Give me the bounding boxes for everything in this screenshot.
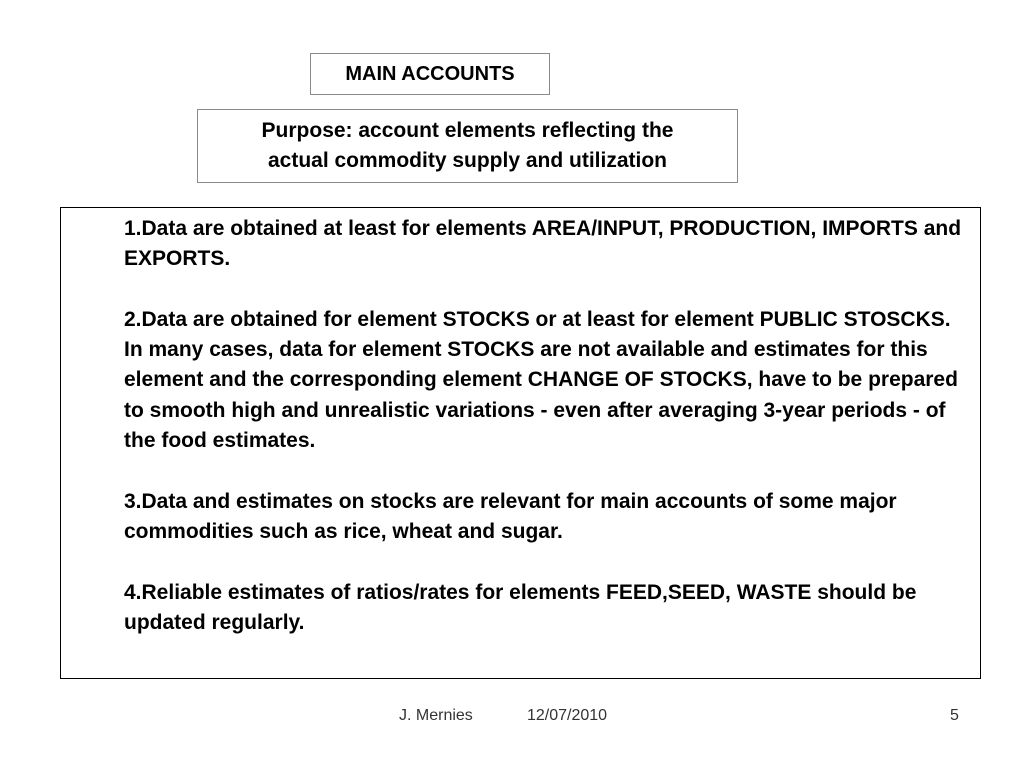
point-4: 4.Reliable estimates of ratios/rates for elements FEED,SEED, WASTE should be updated regularly. [124,580,917,634]
point-2: 2.Data are obtained for element STOCKS or at least for element PUBLIC STOSCKS. In many cases, data for element STOCKS are not available and estimates for this element and the corresponding element CHANGE OF STOCKS, have to be prepared to smooth high and unrealistic variations - even after averaging 3-year periods - of the food estimates. [124,307,958,453]
purpose-line-2: actual commodity supply and utilization [267,149,668,172]
point-3: 3.Data and estimates on stocks are relevant for main accounts of some major commodities such as rice, wheat and sugar. [124,489,897,543]
point-1: 1.Data are obtained at least for elements AREA/INPUT, PRODUCTION, IMPORTS and EXPORTS. [124,217,962,271]
page-number: 5 [950,707,959,724]
purpose-line-1: Purpose: account elements reflecting the [261,119,674,142]
footer-author: J. Mernies [399,707,473,724]
slide-title: MAIN ACCOUNTS [345,62,515,85]
purpose-box [197,109,738,183]
points-box [60,207,981,679]
slide-title-box [310,53,550,95]
footer-date: 12/07/2010 [527,707,608,724]
